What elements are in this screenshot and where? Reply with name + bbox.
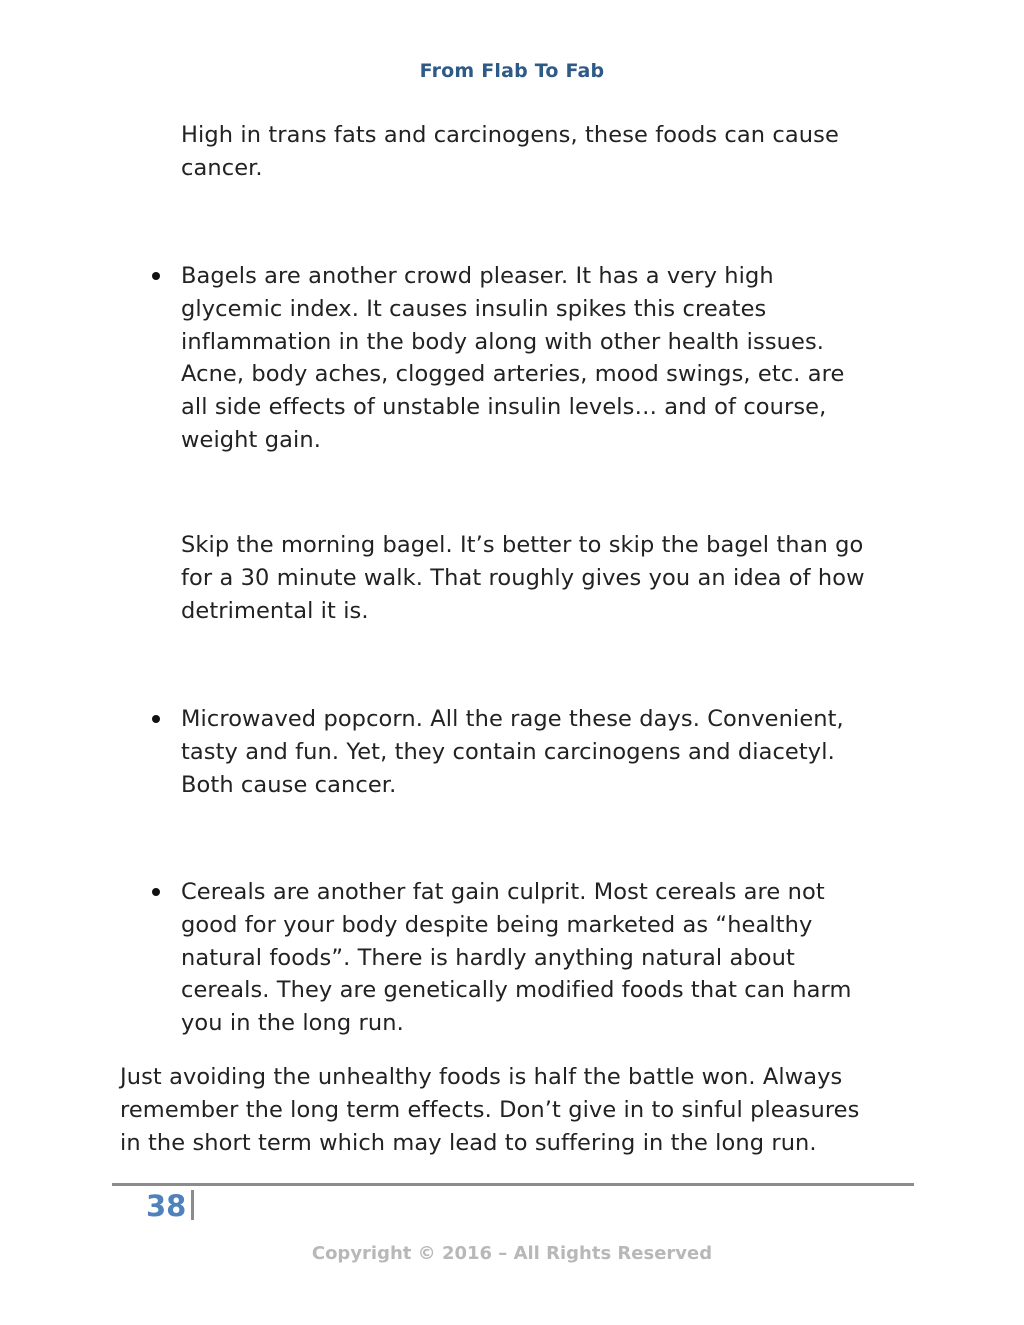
bullet-icon <box>152 715 160 723</box>
text-line: Skip the morning bagel. It’s better to skip the bagel than go <box>181 532 864 558</box>
paragraph-closing <box>120 1061 859 1159</box>
text-line: you in the long run. <box>181 1010 404 1037</box>
text-line: detrimental it is. <box>181 597 369 624</box>
copyright-notice: Copyright © 2016 – All Rights Reserved <box>311 1243 713 1264</box>
text-line: good for your body despite being marketed as “healthy <box>181 911 813 938</box>
text-line: all side effects of unstable insulin levels… and of course, <box>181 394 827 421</box>
text-line: Microwaved popcorn. All the rage these days. Convenient, <box>181 706 844 732</box>
text-line: cancer. <box>181 154 263 181</box>
list-item-popcorn <box>181 703 844 801</box>
page-number: 38 <box>146 1189 187 1223</box>
text-line: tasty and fun. Yet, they contain carcinogens and diacetyl. <box>181 738 835 765</box>
paragraph-skip-bagel <box>181 529 865 627</box>
text-line: natural foods”. There is hardly anything natural about <box>181 944 795 971</box>
text-line: cereals. They are genetically modified foods that can harm <box>181 977 852 1004</box>
bullet-icon <box>152 272 160 280</box>
text-line: Cereals are another fat gain culprit. Most cereals are not <box>181 879 825 905</box>
running-header-title: From Flab To Fab <box>419 60 605 82</box>
list-item-bagels <box>181 260 844 457</box>
text-line: High in trans fats and carcinogens, these foods can cause <box>181 122 839 148</box>
page-number-divider <box>191 1190 194 1220</box>
text-line: weight gain. <box>181 426 321 453</box>
text-line: in the short term which may lead to suffering in the long run. <box>120 1129 817 1156</box>
footer-divider <box>112 1183 914 1186</box>
text-line: glycemic index. It causes insulin spikes this creates <box>181 295 767 322</box>
paragraph-intro <box>181 119 839 185</box>
text-line: inflammation in the body along with other health issues. <box>181 328 825 355</box>
text-line: for a 30 minute walk. That roughly gives you an idea of how <box>181 564 865 591</box>
bullet-icon <box>152 888 160 896</box>
text-line: remember the long term effects. Don’t give in to sinful pleasures <box>120 1096 860 1123</box>
text-line: Just avoiding the unhealthy foods is half the battle won. Always <box>120 1064 843 1090</box>
text-line: Bagels are another crowd pleaser. It has a very high <box>181 263 774 289</box>
text-line: Acne, body aches, clogged arteries, mood swings, etc. are <box>181 361 845 388</box>
text-line: Both cause cancer. <box>181 771 397 798</box>
list-item-cereals <box>181 876 851 1040</box>
